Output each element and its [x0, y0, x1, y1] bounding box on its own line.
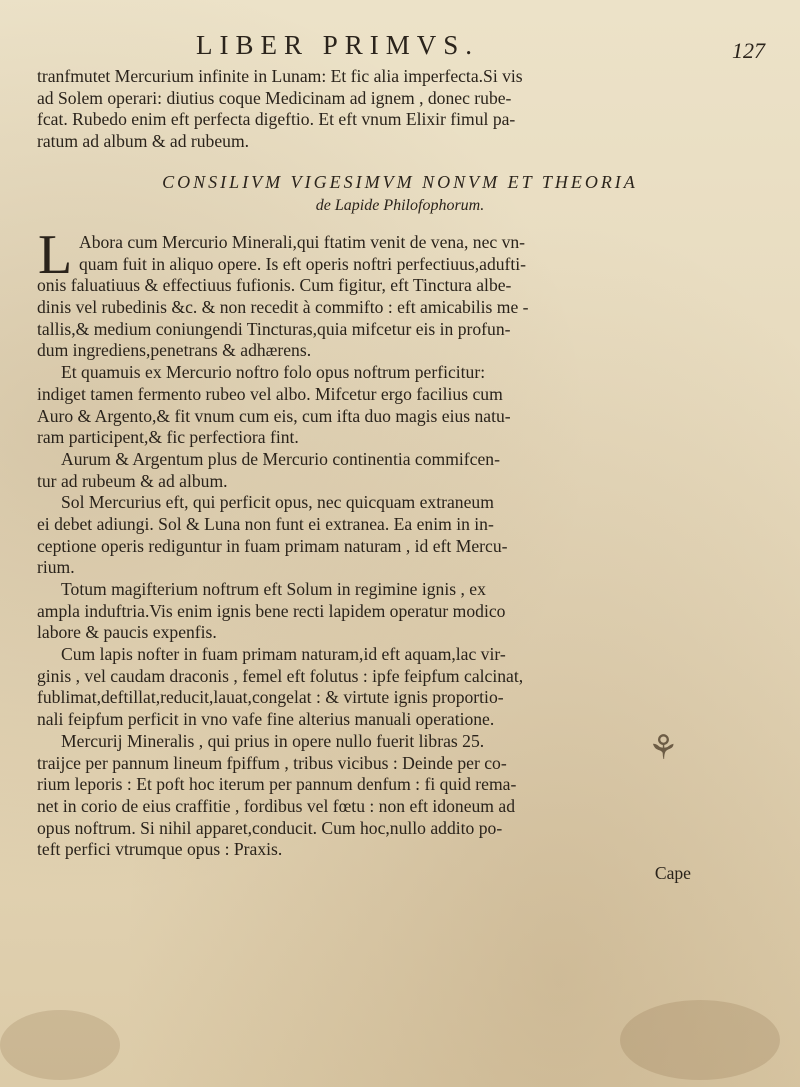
running-head [0, 30, 800, 64]
paragraph-block-1 [37, 66, 737, 153]
text-line: Cum lapis nofter in fuam primam naturam,id eft aquam,lac vir- [61, 644, 506, 665]
drop-cap: L [38, 224, 73, 286]
text-line: dinis vel rubedinis &c. & non recedit à commifto : eft amicabilis me - [37, 297, 529, 318]
text-line: tranfmutet Mercurium infinite in Lunam: Et fic alia imperfecta.Si vis [37, 66, 523, 86]
text-line: Abora cum Mercurio Minerali,qui ftatim venit de vena, nec vn- [79, 232, 526, 252]
text-line: Totum magifterium noftrum eft Solum in regimine ignis , ex [61, 579, 486, 599]
text-line: Mercurij Mineralis , qui prius in opere nullo fuerit libras 25. [61, 730, 485, 751]
text-line: teft perfici vtrumque opus : Praxis. [37, 839, 283, 860]
text-line: nali feipfum perficit in vno vafe fine alterius manuali operatione. [37, 709, 495, 730]
text-line: ad Solem operari: diutius coque Medicinam ad ignem , donec rube- [37, 87, 512, 108]
text-line: ampla induftria.Vis enim ignis bene recti lapidem operatur modico [37, 600, 506, 621]
text-line: rium. [37, 557, 75, 578]
text-line: tur ad rubeum & ad album. [37, 470, 228, 491]
text-line: tallis,& medium coniungendi Tincturas,quia mifcetur eis in profun- [37, 318, 511, 339]
text-line: Auro & Argento,& fit vnum cum eis, cum ifta duo magis eius natu- [37, 405, 511, 426]
text-line: Sol Mercurius eft, qui perficit opus, nec quicquam extraneum [61, 492, 494, 513]
text-line: onis faluatiuus & effectiuus fufionis. Cum figitur, eft Tinctura albe- [37, 275, 512, 296]
text-line: Aurum & Argentum plus de Mercurio continentia commifcen- [61, 448, 500, 469]
paragraph-block-2 [37, 224, 737, 885]
running-title: LIBER PRIMVS. [196, 30, 480, 60]
text-line: dum ingrediens,penetrans & adhærens. [37, 340, 312, 361]
text-line: fcat. Rubedo enim eft perfecta digeftio. Et eft vnum Elixir fimul pa- [37, 109, 516, 130]
text-line: traijce per pannum lineum fpiffum , tribus vicibus : Deinde per co- [37, 752, 507, 773]
paper-stain [620, 1000, 780, 1080]
chapter-heading: CONSILIVM VIGESIMVM NONVM ET THEORIA [162, 172, 638, 192]
paper-stain [0, 1010, 120, 1080]
text-line: rium leporis : Et poft hoc iterum per pannum denfum : fi quid rema- [37, 774, 517, 795]
catchword: Cape [654, 862, 691, 883]
text-line: ram participent,& fic perfectiora fint. [37, 427, 299, 448]
text-line: ratum ad album & ad rubeum. [37, 131, 250, 152]
text-line: opus noftrum. Si nihil apparet,conducit. Cum hoc,nullo addito po- [37, 817, 503, 838]
text-line: quam fuit in aliquo opere. Is eft operis noftri perfectiuus,adufti- [79, 253, 527, 274]
text-line: indiget tamen fermento rubeo vel albo. Mifcetur ergo facilius cum [37, 383, 503, 404]
text-line: Et quamuis ex Mercurio noftro folo opus noftrum perficitur: [61, 362, 486, 383]
text-line: ceptione operis rediguntur in fuam primam naturam , id eft Mercu- [37, 535, 508, 556]
page-number: 127 [732, 38, 765, 63]
text-line: net in corio de eius craffitie , fordibus vel fœtu : non eft idoneum ad [37, 795, 515, 816]
chapter-subheading: de Lapide Philofophorum. [315, 197, 485, 214]
text-line: ginis , vel caudam draconis , femel eft folutus : ipfe feipfum calcinat, [37, 665, 524, 686]
text-line: labore & paucis expenfis. [37, 622, 217, 643]
text-line: ei debet adiungi. Sol & Luna non funt ei extranea. Ea enim in in- [37, 513, 494, 534]
marginal-ink-mark: ⚘ [648, 730, 679, 767]
text-line: fublimat,deftillat,reducit,lauat,congelat : & virtute ignis proportio- [37, 687, 504, 708]
